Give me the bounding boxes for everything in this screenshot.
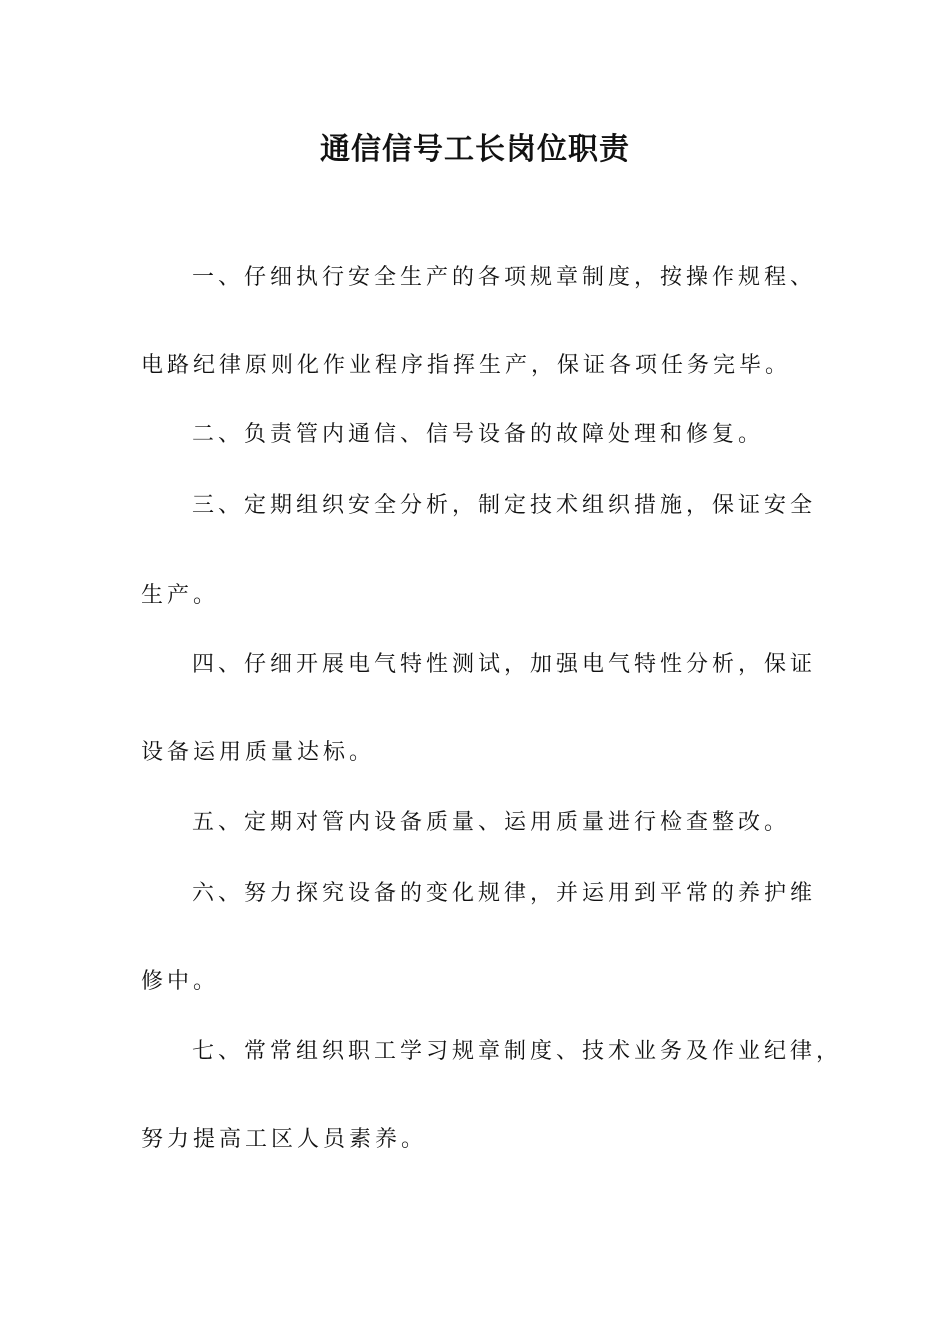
- duty-item-6-line-1: 六、努力探究设备的变化规律，并运用到平常的养护维: [192, 881, 817, 906]
- page-title: 通信信号工长岗位职责: [320, 132, 630, 167]
- duty-item-1-line-2: 电路纪律原则化作业程序指挥生产，保证各项任务完毕。: [141, 353, 792, 378]
- duty-item-4-line-2: 设备运用质量达标。: [141, 740, 376, 765]
- duty-item-7-line-2: 努力提高工区人员素养。: [141, 1127, 428, 1152]
- duty-item-7-line-1: 七、常常组织职工学习规章制度、技术业务及作业纪律，: [192, 1039, 843, 1064]
- duty-item-3-line-2: 生产。: [141, 583, 220, 608]
- duty-item-3-line-1: 三、定期组织安全分析，制定技术组织措施，保证安全: [192, 493, 817, 518]
- duty-item-5-line-1: 五、定期对管内设备质量、运用质量进行检查整改。: [192, 810, 791, 835]
- duty-item-1-line-1: 一、仔细执行安全生产的各项规章制度，按操作规程、: [192, 265, 817, 290]
- duty-item-4-line-1: 四、仔细开展电气特性测试，加强电气特性分析，保证: [192, 652, 817, 677]
- duty-item-6-line-2: 修中。: [141, 969, 220, 994]
- duty-item-2-line-1: 二、负责管内通信、信号设备的故障处理和修复。: [192, 422, 765, 447]
